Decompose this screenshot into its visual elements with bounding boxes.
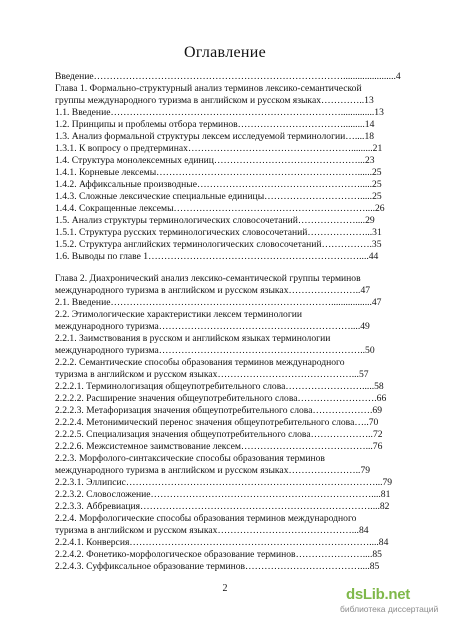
toc-line: международного туризма в английском и русском языках…………………..47 bbox=[55, 285, 371, 296]
toc-line: 1.5.1. Структура русских терминологических словосочетаний………………...31 bbox=[55, 227, 382, 238]
toc-line: международного туризма в английском и русском языках…………………..79 bbox=[55, 465, 371, 476]
toc-line: 2.2.2.4. Метонимический перенос значения общеупотребительного слова…..70 bbox=[55, 417, 379, 428]
toc-line: 1.2. Принципы и проблемы отбора терминов…………………………….........14 bbox=[55, 119, 375, 130]
toc-line: Глава 2. Диахронический анализ лексико-семантической группы терминов bbox=[55, 273, 361, 284]
toc-line: 1.4. Структура монолексемных единиц………………………………………...23 bbox=[55, 155, 375, 166]
toc-line: 2.2.4.2. Фонетико-морфологическое образование терминов…………………....85 bbox=[55, 549, 382, 560]
toc-line: туризма в английском и русском языках……………………………………...57 bbox=[55, 369, 369, 380]
toc-line: 2.2.3.1. Эллипсис……………………………………………………………………...79 bbox=[55, 477, 393, 488]
toc-line: Введение……………………………………………………………………......................4 bbox=[55, 71, 401, 82]
toc-line: 2.2.2. Семантические способы образования терминов международного bbox=[55, 357, 345, 368]
toc-line: туризма в английском и русском языках……………………………………...84 bbox=[55, 525, 369, 536]
toc-line: 2.2.2.3. Метафоризация значения общеупотребительного слова……………….69 bbox=[55, 405, 383, 416]
toc-line: группы международного туризма в английском и русском языках…………..13 bbox=[55, 95, 374, 106]
toc-line: 1.4.2. Аффиксальные производные…………………………………………….....25 bbox=[55, 179, 382, 190]
toc-line: 2.2.1. Заимствования в русском и английском языках терминологии bbox=[55, 333, 331, 344]
toc-title: Оглавление bbox=[183, 44, 267, 61]
toc-line: 2.2.4. Морфологические способы образования терминов международного bbox=[55, 513, 357, 524]
toc-line: международного туризма………………………………………………………..50 bbox=[55, 345, 375, 356]
toc-line: 1.6. Выводы по главе 1…………………………………………………………....44 bbox=[55, 251, 379, 262]
toc-line: 2.2.2.5. Специализация значения общеупотребительного слова………………..72 bbox=[55, 429, 383, 440]
toc-line: 2.2.2.2. Расширение значения общеупотребительного слова…………………….66 bbox=[55, 393, 387, 404]
toc-line: 1.5. Анализ структуры терминологических словосочетаний………………....29 bbox=[55, 215, 375, 226]
page-number: 2 bbox=[222, 583, 228, 594]
toc-line: 1.3. Анализ формальной структуры лексем исследуемой терминологии…....18 bbox=[55, 131, 375, 142]
toc-line: 1.4.1. Корневые лексемы………………………………………………………......25 bbox=[55, 167, 382, 178]
toc-line: 2.2.3.3. Аббревиация………………………………………………………………....82 bbox=[55, 501, 390, 512]
table-of-contents bbox=[55, 71, 407, 573]
toc-line: 2.2.2.6. Межсистемное заимствование лексем…………………………………...76 bbox=[55, 441, 383, 452]
toc-line: 2.2. Этимологические характеристики лексем терминологии bbox=[55, 309, 303, 320]
toc-spacer bbox=[55, 263, 407, 273]
watermark-domain: dsLib.net bbox=[346, 586, 410, 603]
watermark-logo bbox=[340, 586, 448, 616]
toc-line: 2.2.3.2. Словосложение……………………………………………………………....81 bbox=[55, 489, 391, 500]
toc-line: 1.4.3. Сложные лексические специальные единицы………………………….....25 bbox=[55, 191, 382, 202]
toc-line: 1.4.4. Сокращенные лексемы……………………………………………………....26 bbox=[55, 203, 385, 214]
toc-line: 2.2.4.1. Конверсия…………………………………………………………………....84 bbox=[55, 537, 389, 548]
toc-line: международного туризма……………………………………………………....49 bbox=[55, 321, 370, 332]
toc-line: Глава 1. Формально-структурный анализ терминов лексико-семантической bbox=[55, 83, 362, 94]
toc-line: 1.3.1. К вопросу о предтерминах…………………………………………….........21 bbox=[55, 143, 383, 154]
toc-line: 1.1. Введение………………………………………………………………..............13 bbox=[55, 107, 384, 118]
watermark-subtitle: библиотека диссертаций bbox=[340, 604, 439, 614]
toc-line: 2.2.2.1. Терминологизация общеупотребительного слова…………………….....58 bbox=[55, 381, 384, 392]
toc-line: 1.5.2. Структура английских терминологических словосочетаний…………….35 bbox=[55, 239, 382, 250]
toc-line: 2.2.3. Морфолого-синтаксические способы образования терминов bbox=[55, 453, 325, 464]
toc-line: 2.1. Введение…………………………………………………………….................47 bbox=[55, 297, 382, 308]
toc-line: 2.2.4.3. Суффиксальное образование терминов………………………………....85 bbox=[55, 561, 380, 572]
